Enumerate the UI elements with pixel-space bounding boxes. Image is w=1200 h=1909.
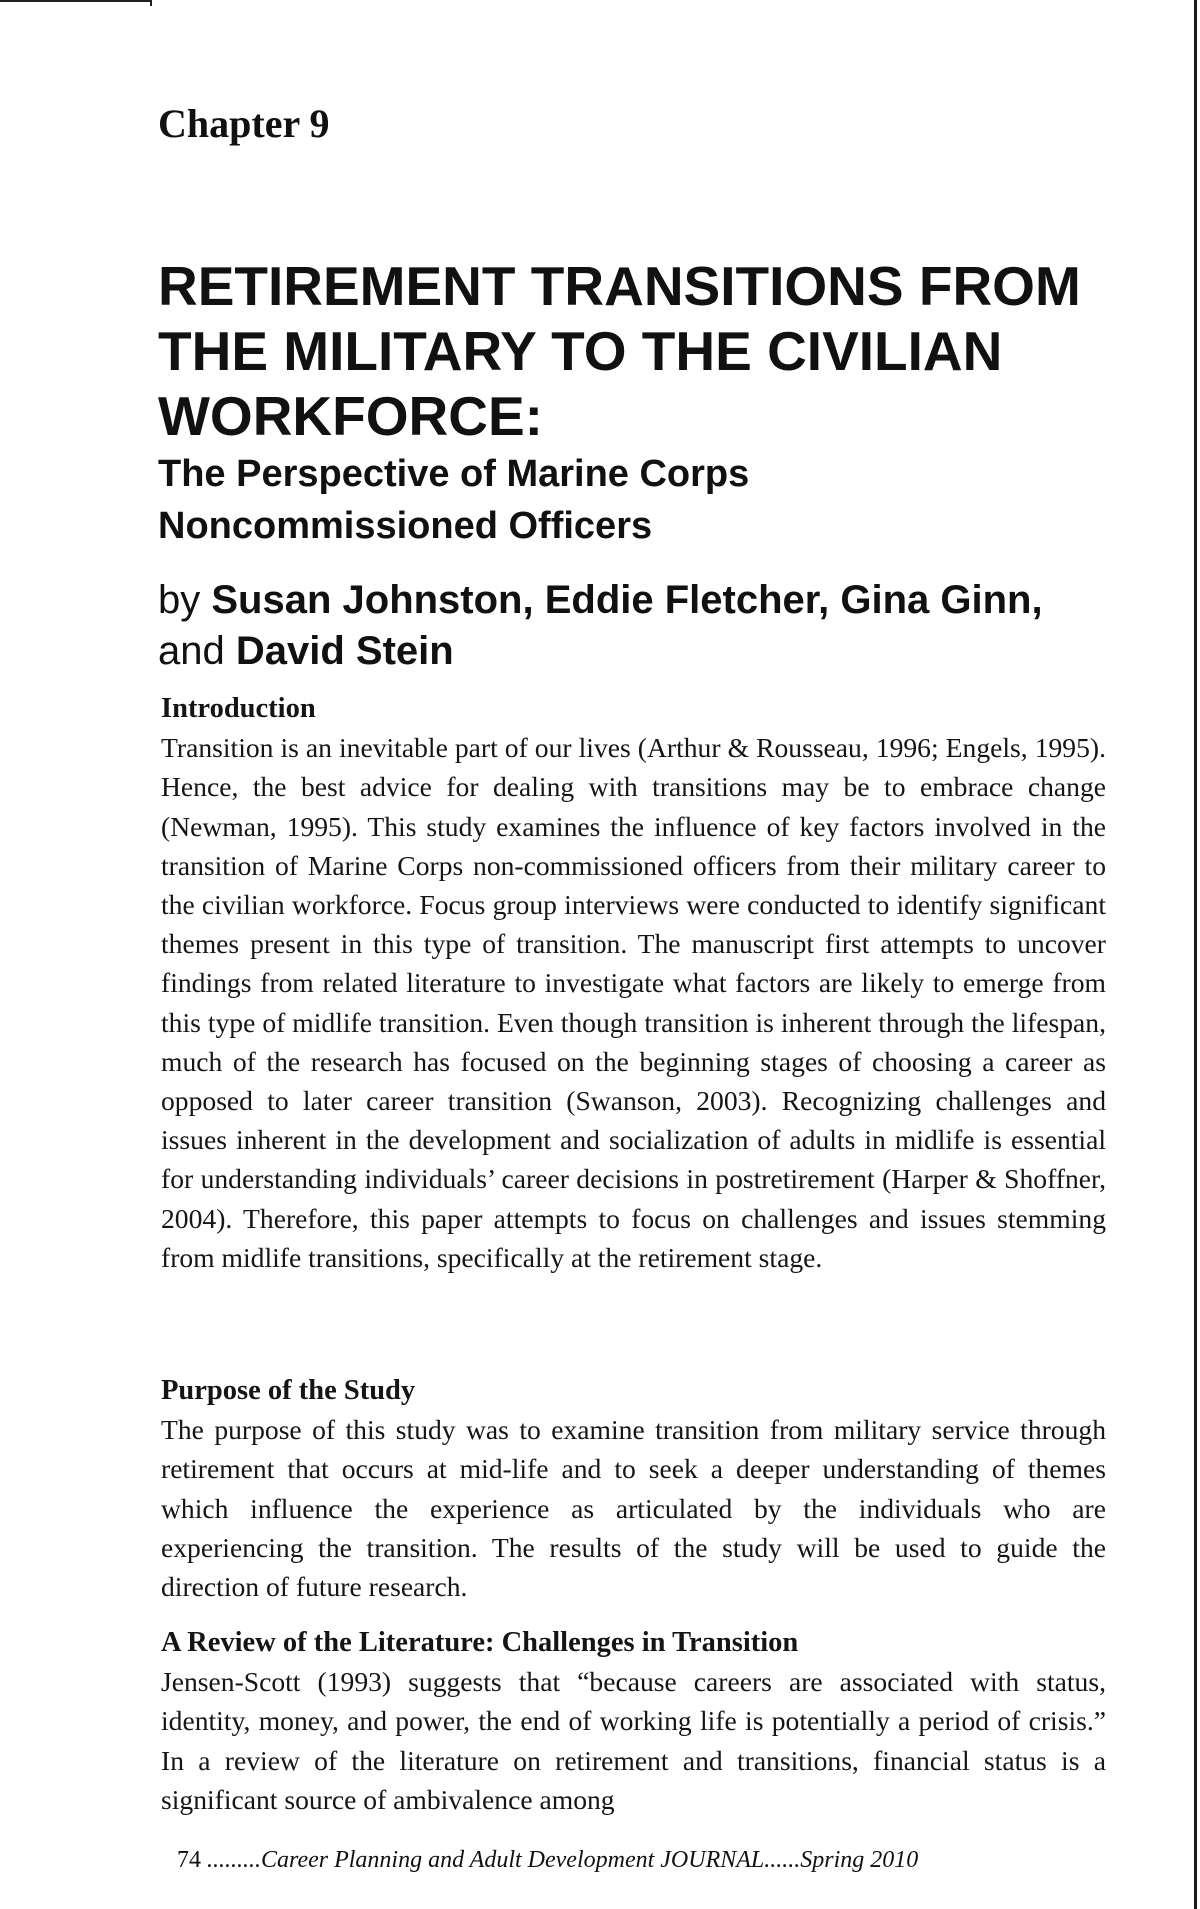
subtitle-line: Noncommissioned Officers xyxy=(158,505,653,547)
page-number: 74 xyxy=(177,1847,201,1873)
journal-issue: Spring 2010 xyxy=(800,1847,919,1873)
paragraph: The purpose of this study was to examine transition from military service through retirement that occurs at mid-life and to seek a deeper understanding of themes which influence the experience as articulated by the individuals who are experiencing the transition. The results of the study will be used to guide the direction of future research. xyxy=(161,1414,1106,1603)
section-heading: Introduction xyxy=(161,693,316,724)
section-introduction xyxy=(161,689,1106,1277)
section-heading: Purpose of the Study xyxy=(161,1375,416,1406)
section-literature-review xyxy=(161,1623,1106,1819)
section-purpose xyxy=(161,1371,1106,1606)
crop-mark xyxy=(0,0,150,2)
page-edge xyxy=(1194,0,1197,1909)
journal-name: Career Planning and Adult Development JOURNAL xyxy=(261,1847,765,1873)
byline-connector: and xyxy=(158,629,236,673)
byline-line-1 xyxy=(158,575,1098,626)
authors: Susan Johnston, Eddie Fletcher, Gina Ginn, xyxy=(211,578,1043,622)
byline-line-2 xyxy=(158,626,1098,677)
article-title xyxy=(158,254,1098,449)
paragraph: Jensen-Scott (1993) suggests that “because careers are associated with status, identity, money, and power, the end of working life is potentially a period of crisis.” In a review of the literature on retirement and transitions, financial status is a significant source of ambivalence among xyxy=(161,1666,1106,1815)
section-heading: A Review of the Literature: Challenges in Transition xyxy=(161,1627,799,1658)
title-line: THE MILITARY TO THE CIVILIAN xyxy=(158,320,1003,382)
title-line: WORKFORCE: xyxy=(158,385,543,447)
page-footer xyxy=(177,1847,918,1874)
crop-mark-tick xyxy=(150,0,152,6)
footer-leader: ......... xyxy=(201,1847,261,1873)
paragraph: Transition is an inevitable part of our lives (Arthur & Rousseau, 1996; Engels, 1995). Hence, the best advice for dealing with transitions may be to embrace change (Newman, 1995). This study examines the influence of key factors involved in the transition of Marine Corps non-commissioned officers from their military career to the civilian workforce. Focus group interviews were conducted to identify significant themes present in this type of transition. The manuscript first attempts to uncover findings from related literature to investigate what factors are likely to emerge from this type of midlife transition. Even though transition is inherent through the lifespan, much of the research has focused on the beginning stages of choosing a career as opposed to later career transition (Swanson, 2003). Recognizing challenges and issues inherent in the development and socialization of adults in midlife is essential for understanding individuals’ career decisions in postretirement (Harper & Shoffner, 2004). Therefore, this paper attempts to focus on challenges and issues stemming from midlife transitions, specifically at the retirement stage. xyxy=(161,732,1106,1273)
title-line: RETIREMENT TRANSITIONS FROM xyxy=(158,255,1081,317)
byline-prefix: by xyxy=(158,578,212,622)
authors: David Stein xyxy=(235,629,454,673)
subtitle-line: The Perspective of Marine Corps xyxy=(158,453,750,495)
byline xyxy=(158,575,1098,677)
chapter-label: Chapter 9 xyxy=(158,101,330,146)
article-subtitle xyxy=(158,448,1058,552)
footer-leader: ...... xyxy=(764,1847,801,1873)
